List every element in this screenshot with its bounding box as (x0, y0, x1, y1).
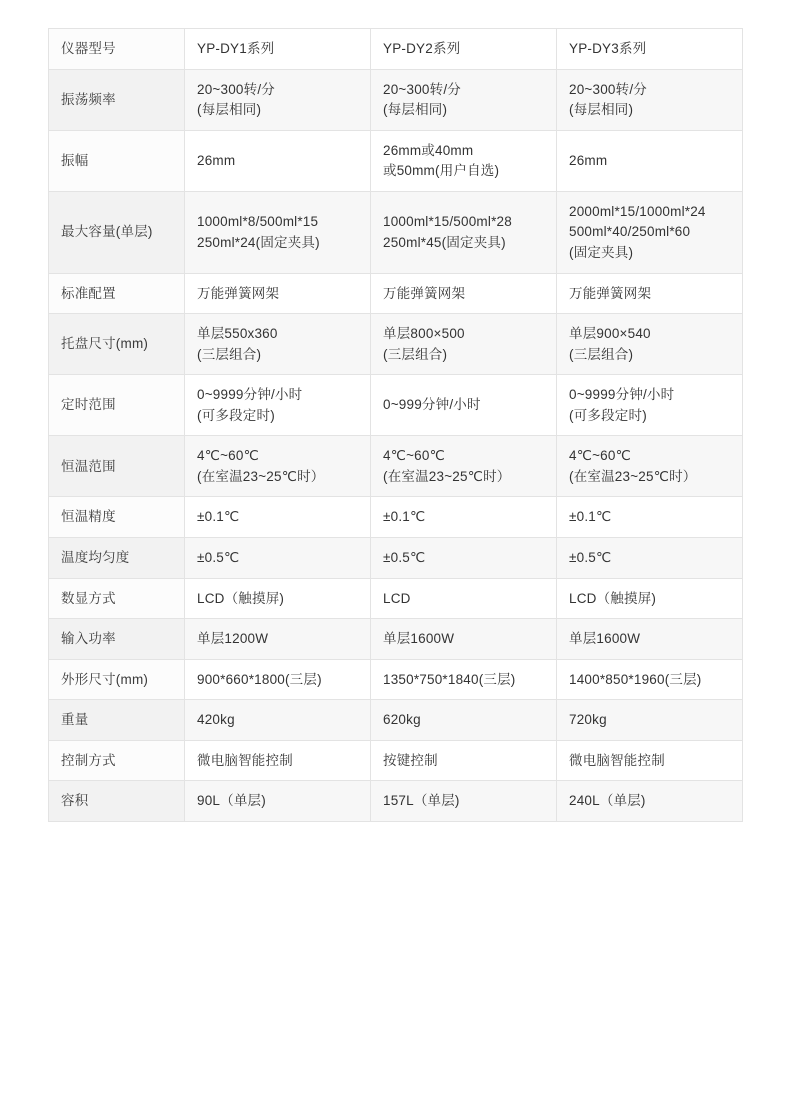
cell-line: 157L（单层) (383, 793, 460, 809)
cell-line: YP-DY1系列 (197, 41, 275, 56)
cell-line: 单层1200W (197, 631, 269, 647)
table-cell (371, 700, 557, 741)
table-cell (371, 375, 557, 436)
table-cell (185, 69, 371, 130)
cell-line: 420kg (197, 712, 235, 728)
table-cell (185, 578, 371, 619)
table-cell (371, 191, 557, 273)
table-cell (557, 700, 743, 741)
table-row (49, 497, 743, 538)
table-cell (185, 497, 371, 538)
table-cell (371, 130, 557, 191)
cell-line: 4℃~60℃ (383, 448, 445, 464)
cell-line: 单层1600W (569, 631, 641, 647)
cell-line: 单层900×540 (569, 326, 651, 342)
cell-line: LCD（触摸屏) (569, 590, 657, 606)
table-cell (185, 740, 371, 781)
cell-line: 1000ml*15/500ml*28 (383, 214, 512, 230)
table-row (49, 538, 743, 579)
cell-line: 万能弹簧网架 (383, 285, 466, 301)
table-cell (185, 191, 371, 273)
cell-line: (每层相同) (383, 102, 448, 118)
cell-line: 或50mm(用户自选) (383, 163, 500, 179)
cell-line: 500ml*40/250ml*60 (569, 224, 691, 240)
cell-line: 26mm (197, 152, 236, 168)
table-cell (557, 29, 743, 70)
table-cell (371, 314, 557, 375)
table-cell (557, 538, 743, 579)
table-row (49, 69, 743, 130)
table-row (49, 578, 743, 619)
cell-line: 20~300转/分 (383, 81, 461, 97)
cell-line: (在室温23~25℃时） (569, 468, 697, 484)
row-label: 温度均匀度 (49, 538, 185, 579)
cell-line: (每层相同) (197, 102, 262, 118)
table-cell (557, 314, 743, 375)
cell-line: 微电脑智能控制 (197, 752, 293, 768)
cell-line: 万能弹簧网架 (569, 285, 652, 301)
table-cell (371, 740, 557, 781)
table-cell (557, 436, 743, 497)
table-row (49, 130, 743, 191)
row-label: 外形尺寸(mm) (49, 659, 185, 700)
table-row (49, 314, 743, 375)
table-row (49, 375, 743, 436)
cell-line: 720kg (569, 712, 607, 728)
table-cell (557, 497, 743, 538)
row-label: 恒温精度 (49, 497, 185, 538)
table-cell (185, 436, 371, 497)
cell-line: 1000ml*8/500ml*15 (197, 214, 319, 230)
cell-line: (三层组合) (383, 346, 448, 362)
table-cell (185, 314, 371, 375)
table-cell (185, 29, 371, 70)
row-label: 数显方式 (49, 578, 185, 619)
table-cell (185, 781, 371, 822)
table-cell (185, 700, 371, 741)
cell-line: ±0.5℃ (569, 550, 612, 565)
cell-line: (三层组合) (569, 346, 634, 362)
cell-line: 单层550x360 (197, 326, 278, 342)
table-row (49, 659, 743, 700)
row-label: 仪器型号 (49, 29, 185, 70)
table-row (49, 740, 743, 781)
cell-line: LCD (383, 590, 411, 606)
table-cell (371, 578, 557, 619)
cell-line: (可多段定时) (197, 407, 275, 423)
cell-line: 620kg (383, 712, 421, 728)
table-row (49, 273, 743, 314)
row-label: 定时范围 (49, 375, 185, 436)
row-label: 恒温范围 (49, 436, 185, 497)
row-label: 最大容量(单层) (49, 191, 185, 273)
cell-line: 微电脑智能控制 (569, 752, 665, 768)
cell-line: 1400*850*1960(三层) (569, 671, 702, 687)
cell-line: YP-DY2系列 (383, 41, 461, 56)
cell-line: ±0.1℃ (383, 509, 426, 525)
table-cell (557, 659, 743, 700)
table-cell (557, 578, 743, 619)
table-cell (557, 375, 743, 436)
table-row (49, 781, 743, 822)
cell-line: (可多段定时) (569, 407, 647, 423)
row-label: 容积 (49, 781, 185, 822)
cell-line: 按键控制 (383, 752, 438, 768)
cell-line: ±0.5℃ (383, 550, 426, 565)
cell-line: 250ml*45(固定夹具) (383, 234, 506, 250)
cell-line: 4℃~60℃ (197, 448, 259, 464)
table-cell (557, 130, 743, 191)
row-label: 控制方式 (49, 740, 185, 781)
table-cell (185, 659, 371, 700)
table-row (49, 191, 743, 273)
cell-line: 万能弹簧网架 (197, 285, 280, 301)
cell-line: (在室温23~25℃时） (197, 468, 325, 484)
table-cell (371, 436, 557, 497)
table-cell (371, 497, 557, 538)
table-cell (185, 538, 371, 579)
cell-line: (在室温23~25℃时） (383, 468, 511, 484)
cell-line: 20~300转/分 (197, 81, 275, 97)
row-label: 振幅 (49, 130, 185, 191)
table-cell (185, 273, 371, 314)
cell-line: (每层相同) (569, 102, 634, 118)
cell-line: 0~999分钟/小时 (383, 397, 481, 413)
specification-table (48, 28, 743, 822)
table-row (49, 436, 743, 497)
table-cell (557, 740, 743, 781)
cell-line: 900*660*1800(三层) (197, 671, 322, 687)
cell-line: 250ml*24(固定夹具) (197, 234, 320, 250)
cell-line: 单层800×500 (383, 326, 465, 342)
table-cell (371, 538, 557, 579)
row-label: 标准配置 (49, 273, 185, 314)
table-row (49, 619, 743, 660)
cell-line: 4℃~60℃ (569, 448, 631, 464)
cell-line: 1350*750*1840(三层) (383, 671, 516, 687)
table-cell (557, 619, 743, 660)
table-cell (371, 69, 557, 130)
table-row (49, 700, 743, 741)
table-cell (185, 130, 371, 191)
cell-line: 26mm或40mm (383, 142, 474, 158)
table-cell (371, 781, 557, 822)
table-body (49, 29, 743, 822)
cell-line: 2000ml*15/1000ml*24 (569, 203, 706, 219)
cell-line: 90L（单层) (197, 793, 266, 809)
cell-line: 26mm (569, 152, 608, 168)
row-label: 托盘尺寸(mm) (49, 314, 185, 375)
cell-line: 0~9999分钟/小时 (569, 387, 675, 403)
table-cell (557, 273, 743, 314)
cell-line: YP-DY3系列 (569, 41, 647, 56)
cell-line: LCD（触摸屏) (197, 590, 285, 606)
cell-line: 单层1600W (383, 631, 455, 647)
cell-line: 0~9999分钟/小时 (197, 387, 303, 403)
cell-line: 240L（单层) (569, 793, 646, 809)
row-label: 重量 (49, 700, 185, 741)
table-cell (371, 659, 557, 700)
table-cell (557, 781, 743, 822)
table-cell (557, 69, 743, 130)
table-cell (185, 619, 371, 660)
table-cell (371, 619, 557, 660)
cell-line: ±0.1℃ (569, 509, 612, 525)
table-row (49, 29, 743, 70)
cell-line: ±0.1℃ (197, 509, 240, 525)
cell-line: 20~300转/分 (569, 81, 647, 97)
table-cell (557, 191, 743, 273)
table-cell (371, 273, 557, 314)
table-cell (185, 375, 371, 436)
row-label: 输入功率 (49, 619, 185, 660)
row-label: 振荡频率 (49, 69, 185, 130)
cell-line: (固定夹具) (569, 244, 634, 260)
table-cell (371, 29, 557, 70)
cell-line: (三层组合) (197, 346, 262, 362)
cell-line: ±0.5℃ (197, 550, 240, 565)
